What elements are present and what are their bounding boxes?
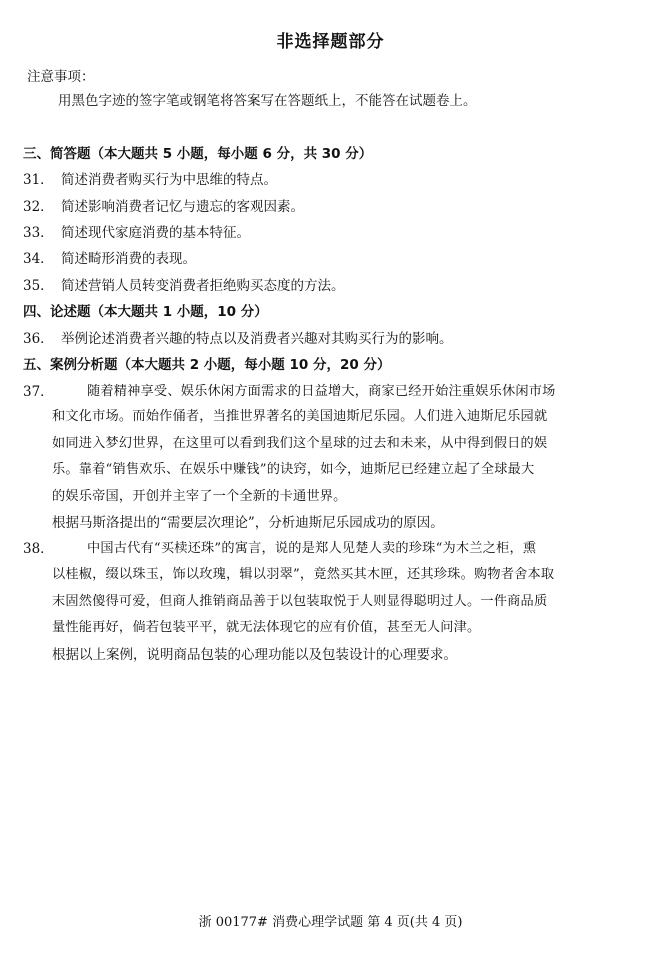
question-32 xyxy=(23,198,304,216)
notice-text: 用黑色字迹的签字笔或钢笔将答案写在答题纸上，不能答在试题卷上。 xyxy=(58,93,477,109)
case-38-line: 以桂椒，缀以珠玉，饰以玫瑰，辑以羽翠”，竟然买其木匣，还其珍珠。购物者舍本取 xyxy=(52,567,555,582)
question-number: 31． xyxy=(23,172,54,188)
case-38-line: 中国古代有“买椟还珠”的寓言，说的是郑人见楚人卖的珍珠“为木兰之柜，熏 xyxy=(87,541,537,556)
question-35 xyxy=(23,277,345,295)
case-37-line: 和文化市场。而始作俑者，当推世界著名的美国迪斯尼乐园。人们进入迪斯尼乐园就 xyxy=(52,409,548,424)
case-37-line: 乐。靠着“销售欢乐、在娱乐中赚钱”的诀窍，如今，迪斯尼已经建立起了全球最大 xyxy=(52,462,535,477)
question-36 xyxy=(23,330,453,348)
question-31 xyxy=(23,171,277,189)
question-text: 简述影响消费者记忆与遗忘的客观因素。 xyxy=(61,199,304,215)
case-38-line: 量性能再好，倘若包装平平，就无法体现它的应有价值，甚至无人问津。 xyxy=(52,620,481,635)
question-38-number: 38． xyxy=(23,541,54,557)
page-title: 非选择题部分 xyxy=(276,32,385,52)
case-37-line: 如同进入梦幻世界，在这里可以看到我们这个星球的过去和未来，从中得到假日的娱 xyxy=(52,436,548,451)
case-38-line: 末固然傻得可爱，但商人推销商品善于以包装取悦于人则显得聪明过人。一件商品质 xyxy=(52,594,548,609)
question-34 xyxy=(23,250,196,268)
notice-heading: 注意事项： xyxy=(27,69,95,85)
section-4-heading: 四、论述题（本大题共 1 小题，10 分） xyxy=(23,304,268,320)
question-number: 36． xyxy=(23,331,54,347)
question-38-prompt: 根据以上案例，说明商品包装的心理功能以及包装设计的心理要求。 xyxy=(52,647,457,663)
section-5-heading: 五、案例分析题（本大题共 2 小题，每小题 10 分，20 分） xyxy=(23,357,391,373)
question-37-number: 37． xyxy=(23,384,54,400)
question-number: 35． xyxy=(23,278,54,294)
question-number: 33． xyxy=(23,225,54,241)
question-number: 34． xyxy=(23,251,54,267)
case-37-line: 随着精神享受、娱乐休闲方面需求的日益增大，商家已经开始注重娱乐休闲市场 xyxy=(87,384,556,399)
question-number: 32． xyxy=(23,199,54,215)
question-text: 简述消费者购买行为中思维的特点。 xyxy=(61,172,277,188)
question-text: 举例论述消费者兴趣的特点以及消费者兴趣对其购买行为的影响。 xyxy=(61,331,453,347)
section-3-heading: 三、简答题（本大题共 5 小题，每小题 6 分，共 30 分） xyxy=(23,146,373,162)
question-text: 简述现代家庭消费的基本特征。 xyxy=(61,225,250,241)
question-37-prompt: 根据马斯洛提出的“需要层次理论”，分析迪斯尼乐园成功的原因。 xyxy=(52,515,444,531)
question-text: 简述营销人员转变消费者拒绝购买态度的方法。 xyxy=(61,278,345,294)
page-footer: 浙 00177# 消费心理学试题 第 4 页(共 4 页) xyxy=(198,915,463,930)
case-37-line: 的娱乐帝国，开创并主宰了一个全新的卡通世界。 xyxy=(52,489,347,504)
question-text: 简述畸形消费的表现。 xyxy=(61,251,196,267)
question-33 xyxy=(23,224,250,242)
